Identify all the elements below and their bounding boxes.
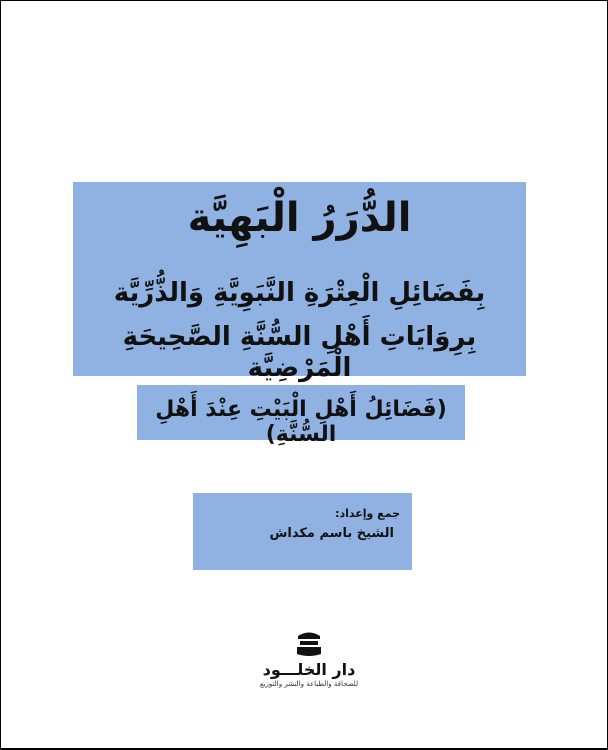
publisher-tagline: للصحافة والطباعة والنشر والتوزيع (259, 680, 359, 688)
title-line-2: بِرِوَايَاتِ أَهْلِ السُّنَّةِ الصَّحِيحَةِ الْمَرْضِيَّة (122, 322, 477, 384)
publisher-logo-icon (294, 628, 324, 658)
book-title: الدُّرَرُ الْبَهِيَّة (187, 195, 412, 241)
book-subtitle: (فَضَائِلُ أَهْلِ الْبَيْتِ عِنْدَ أَهْلِ السُّنَّةِ) (155, 397, 447, 447)
author-label: جمع وإعداد: (335, 507, 400, 520)
publisher-block (238, 628, 380, 698)
title-block (73, 182, 526, 384)
subtitle-block (137, 385, 465, 447)
publisher-name: دار الخلـــود (262, 660, 356, 679)
author-block (193, 493, 412, 570)
author-name: الشيخ باسم مكداش (269, 526, 394, 541)
title-line-1: بِفَضَائِلِ الْعِتْرَةِ النَّبَوِيَّةِ وَالذُّرِّيَّة (113, 278, 486, 308)
